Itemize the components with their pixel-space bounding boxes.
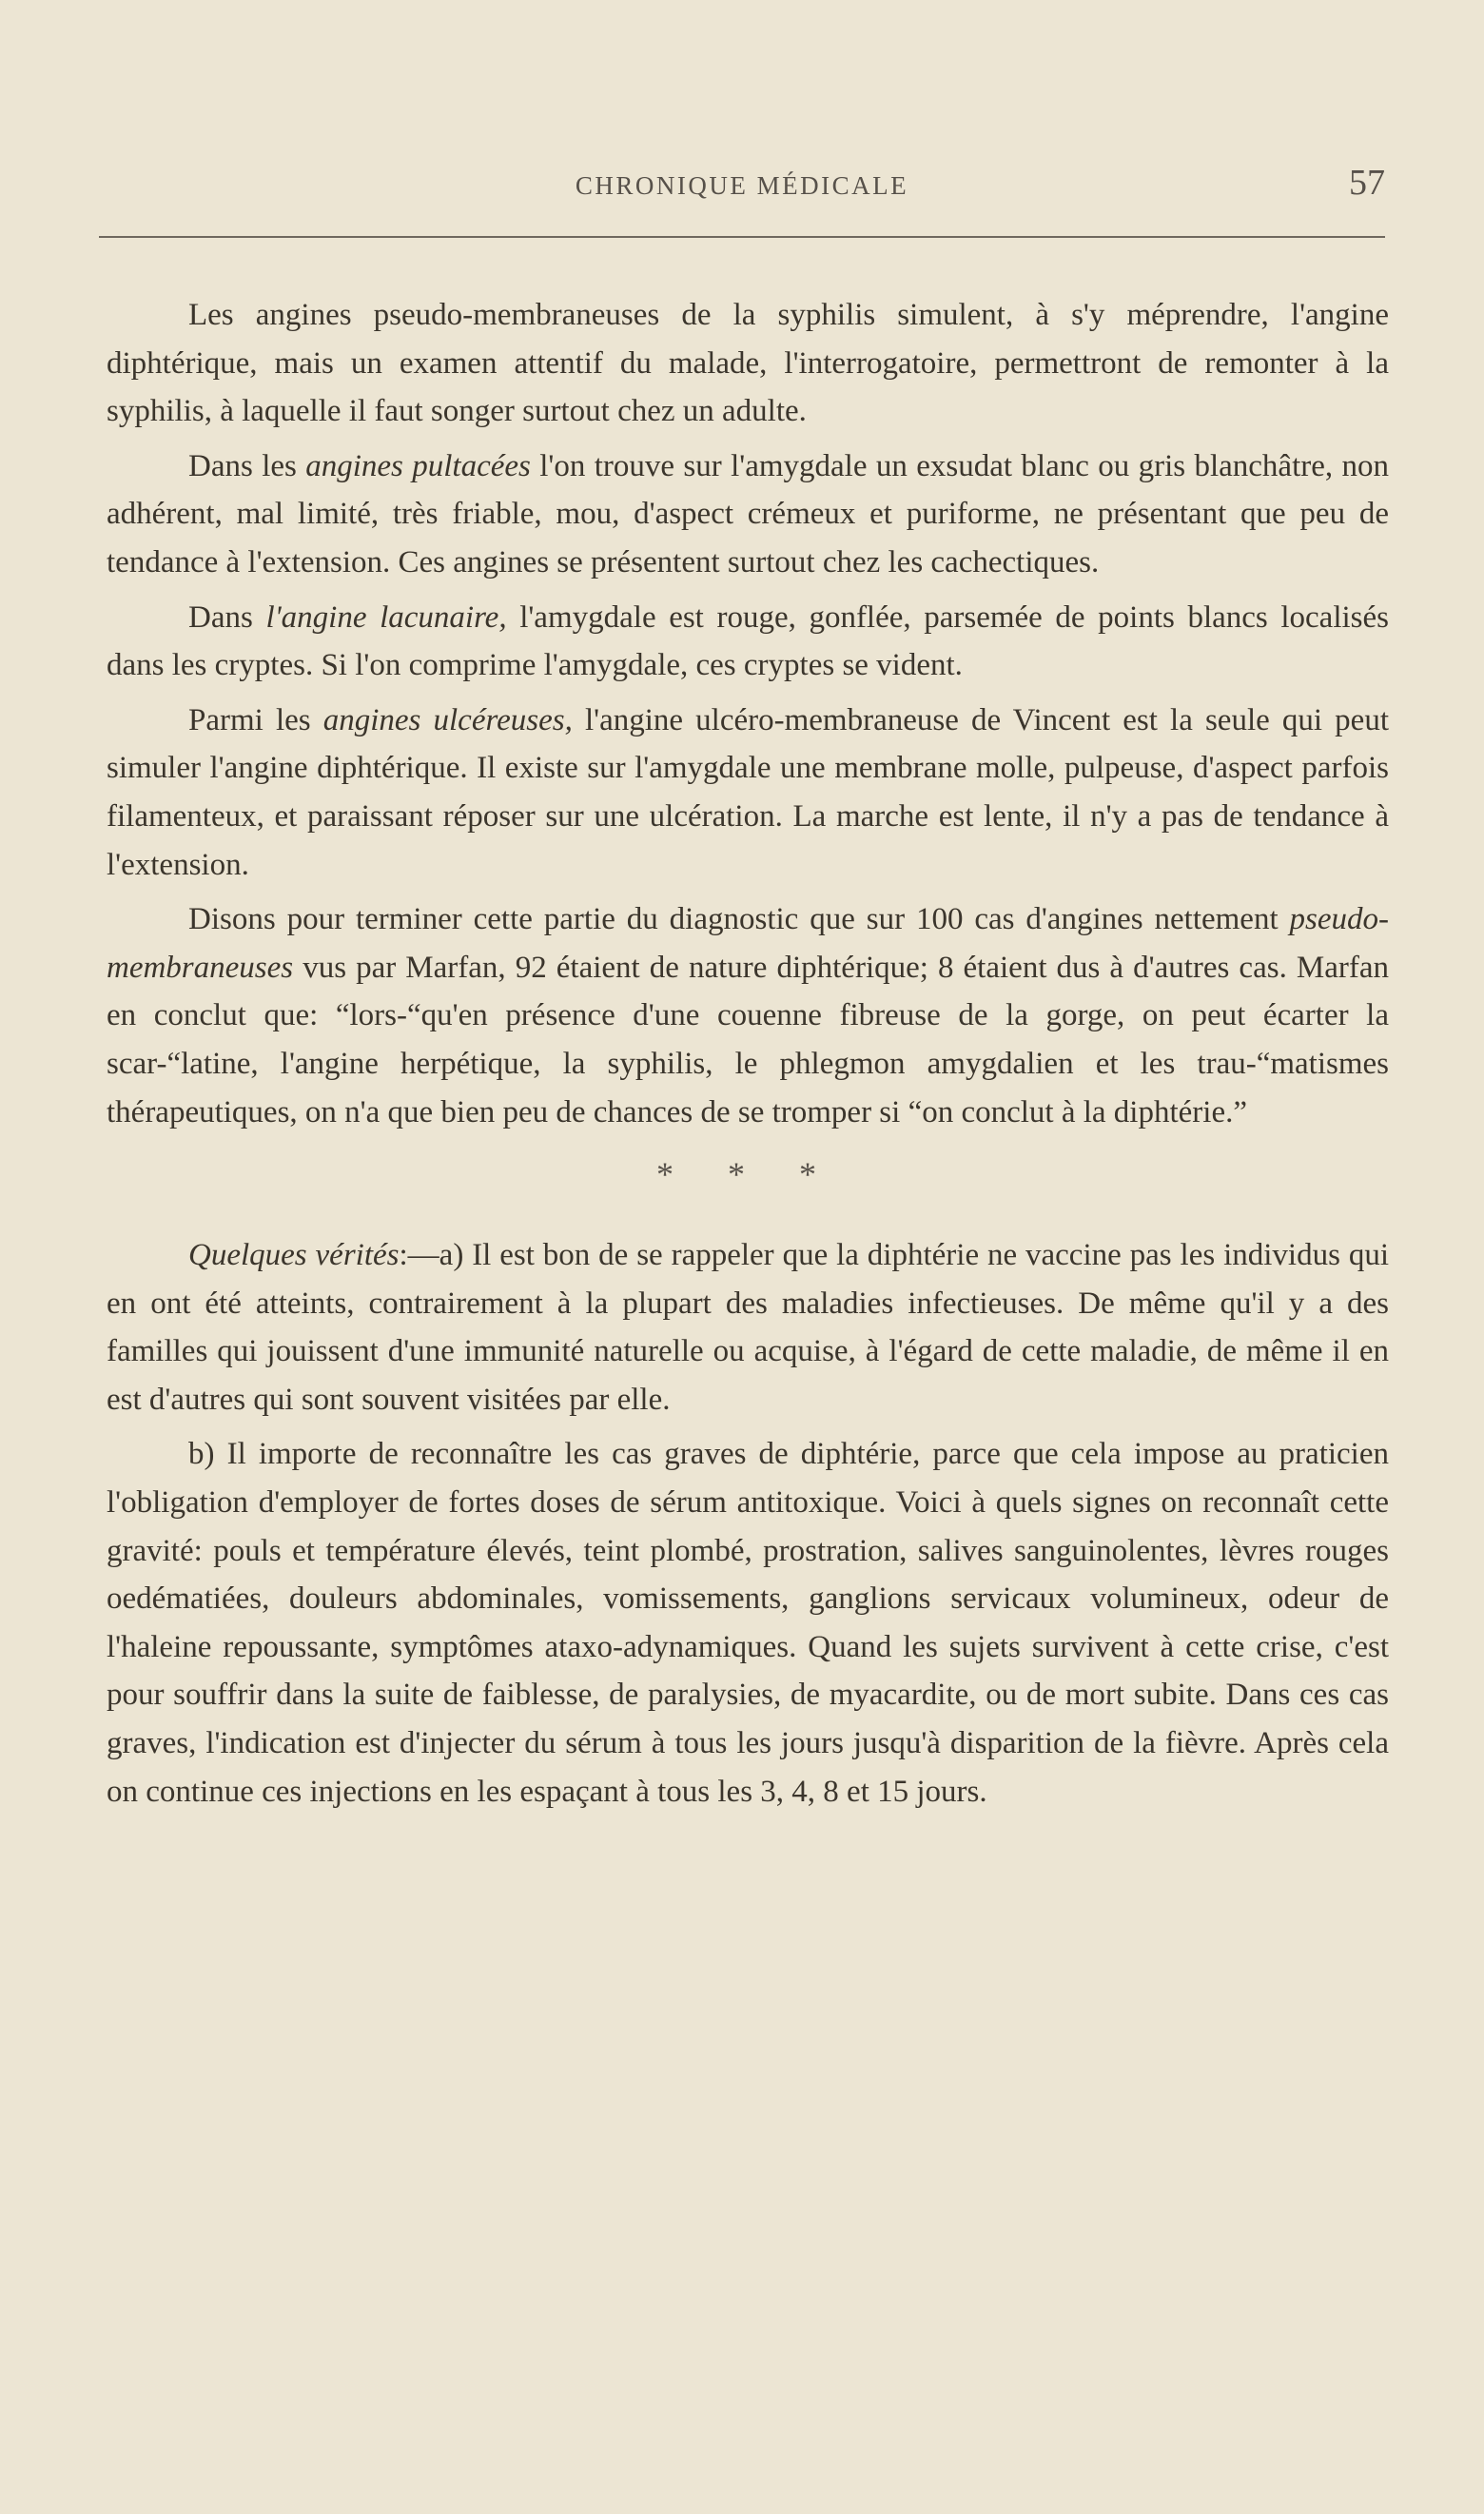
paragraph-syphilis: Les angines pseudo-membraneuses de la syphilis simulent, à s'y méprendre, l'angine diphtérique, mais un examen attentif du malade, l'interrogatoire, permettront de remonter à la syphilis, à laquelle il faut songer surtout chez un adulte. (107, 298, 1389, 429)
paragraph-text: Dans les (188, 448, 306, 483)
paragraph-angines-ulcereuses (107, 697, 1389, 889)
paragraph-angines-pultacees (107, 442, 1389, 587)
section-separator: * * * (656, 1155, 839, 1194)
paragraph-text: vus par Marfan, 92 étaient de nature diphtérique; 8 étaient dus à d'autres cas. Marfan en conclut que: “lors-“qu'en présence d'une couenne fibreuse de la gorge, on peut écarter la scar-“latine, l'angine herpétique, la syphilis, le phlegmon amygdalien et les trau-“matismes thérapeutiques, on n'a que bien peu de chances de se tromper si “on conclut à la diphtérie.” (107, 950, 1389, 1129)
paragraph-text: Disons pour terminer cette partie du diagnostic que sur 100 cas d'angines nettement (188, 902, 1290, 937)
paragraph-text: Dans (188, 599, 266, 635)
body-text (107, 291, 1389, 1822)
italic-term: l'angine lacunaire, (265, 599, 507, 635)
page-header (99, 162, 1385, 209)
italic-term: Quelques vérités (188, 1238, 400, 1273)
paragraph-text: l'on trouve sur l'amygdale un exsudat blanc ou gris blanchâtre, non adhérent, mal limité, très friable, mou, d'aspect crémeux et puriforme, ne présentant que peu de tendance à l'extension. Ces angines se présentent surtout chez les cachectiques. (107, 448, 1390, 579)
page-number: 57 (1349, 163, 1385, 203)
paragraph-text: :—a) Il est bon de se rappeler que la diphtérie ne vaccine pas les individus qui en ont été atteints, contrairement à la plupart des maladies infectieuses. De même qu'il y a des familles qui jouissent d'une immunité naturelle ou acquise, à l'égard de cette maladie, de même il en est d'autres qui sont souvent visitées par elle. (107, 1238, 1389, 1417)
italic-term: pseudo-membraneuses (107, 902, 1389, 985)
paragraph-angine-lacunaire (107, 594, 1389, 690)
paragraph-marfan (107, 895, 1389, 1136)
running-title: CHRONIQUE MÉDICALE (575, 171, 909, 200)
paragraph-text: Parmi les (188, 702, 323, 737)
italic-term: angines pultacées (305, 448, 531, 483)
paragraph-text: l'amygdale est rouge, gonflée, parsemée de points blancs localisés dans les cryptes. Si l'on comprime l'amygdale, ces cryptes se vident. (107, 599, 1390, 683)
italic-term: angines ulcéreuses, (322, 702, 573, 737)
paragraph-quelques-verites (107, 1231, 1389, 1424)
header-rule (99, 236, 1385, 238)
paragraph-cas-graves: b) Il importe de reconnaître les cas graves de diphtérie, parce que cela impose au praticien l'obligation d'employer de fortes doses de sérum antitoxique. Voici à quels signes on reconnaît cette gravité: pouls et température élevés, teint plombé, prostration, salives sanguinolentes, lèvres rouges oedématiées, douleurs abdominales, vomissements, ganglions servicaux volumineux, odeur de l'haleine repoussante, symptômes ataxo-adynamiques. Quand les sujets survivent à cette crise, c'est pour souffrir dans la suite de faiblesse, de paralysies, de myacardite, ou de mort subite. Dans ces cas graves, l'indication est d'injecter du sérum à tous les jours jusqu'à disparition de la fièvre. Après cela on continue ces injections en les espaçant à tous les 3, 4, 8 et 15 jours. (107, 1437, 1389, 1809)
paragraph-text: l'angine ulcéro-membraneuse de Vincent est la seule qui peut simuler l'angine diphtérique. Il existe sur l'amygdale une membrane molle, pulpeuse, d'aspect parfois filamenteux, et paraissant réposer sur une ulcération. La marche est lente, il n'y a pas de tendance à l'extension. (107, 702, 1389, 882)
